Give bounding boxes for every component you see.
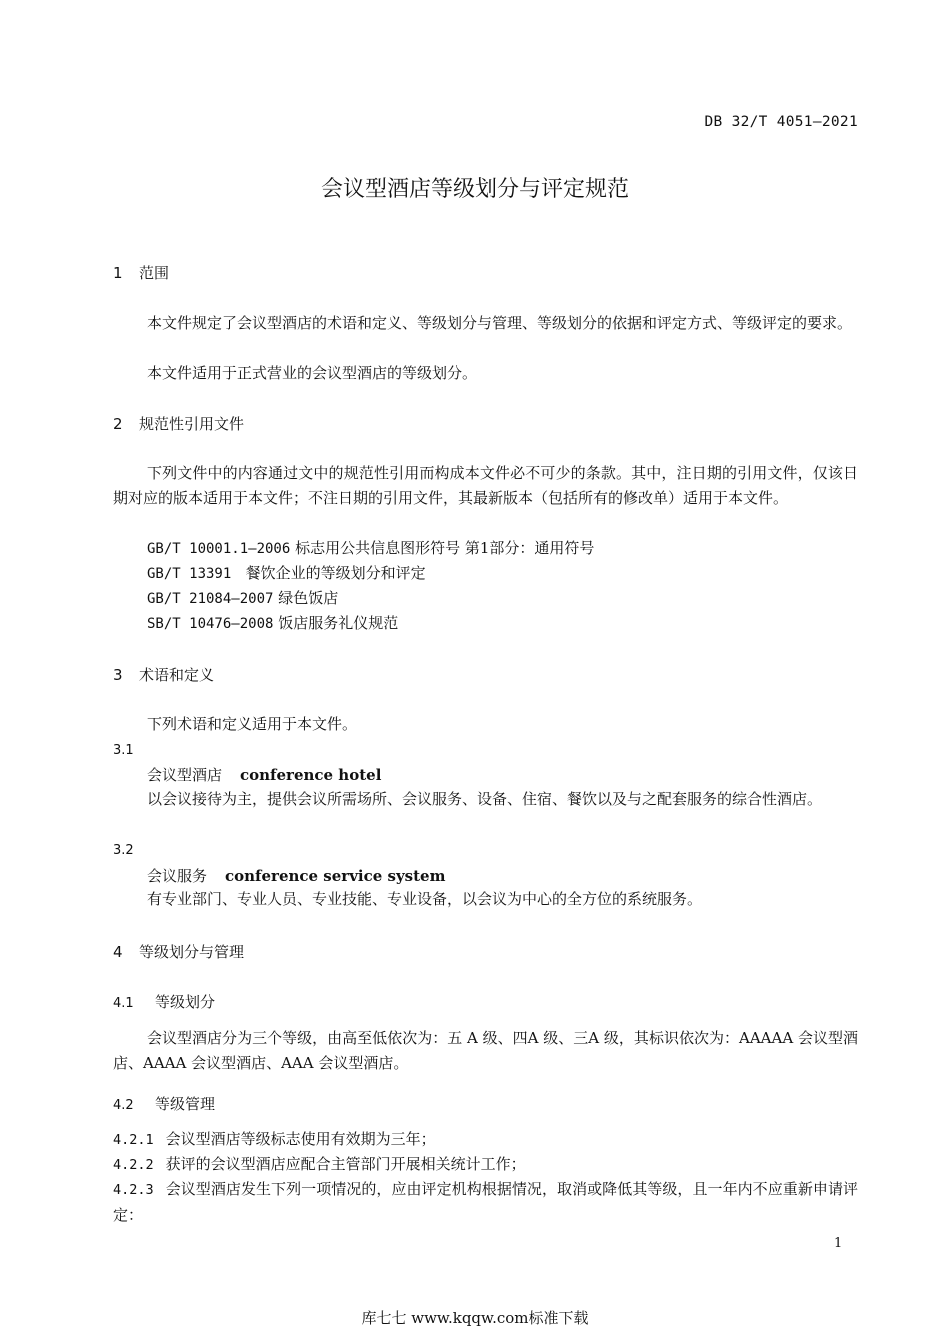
section-title: 术语和定义 <box>139 666 215 684</box>
term-definition: 有专业部门、专业人员、专业技能、专业设备，以会议为中心的全方位的系统服务。 <box>147 890 703 908</box>
reference-item <box>147 561 426 587</box>
clause-text: 获评的会议型酒店应配合主管部门开展相关统计工作； <box>165 1155 526 1173</box>
term-en: conference service system <box>225 867 446 885</box>
subsection-number: 4.1 <box>113 996 134 1011</box>
section-number: 1 <box>113 264 123 282</box>
reference-item <box>147 536 594 562</box>
clause-text: 会议型酒店发生下列一项情况的，应由评定机构根据情况，取消或降低其等级，且一年内不应重新申请评定： <box>113 1180 858 1224</box>
section-1-heading <box>113 262 169 283</box>
section-2-heading <box>113 413 244 434</box>
term-zh: 会议型酒店 <box>147 766 223 784</box>
section-title: 等级划分与管理 <box>139 943 245 961</box>
subsection-title: 等级划分 <box>155 993 216 1011</box>
terms-intro: 下列术语和定义适用于本文件。 <box>147 715 358 733</box>
section-title: 范围 <box>139 264 170 282</box>
clause-item <box>113 1152 858 1178</box>
page-number: 1 <box>834 1236 843 1251</box>
scope-paragraph: 本文件规定了会议型酒店的术语和定义、等级划分与管理、等级划分的依据和评定方式、等级评定的要求。 <box>147 314 853 332</box>
subsection-number: 4.2 <box>113 1098 134 1113</box>
section-number: 2 <box>113 415 123 433</box>
term-number: 3.1 <box>113 743 134 758</box>
clause-text: 会议型酒店等级标志使用有效期为三年； <box>165 1130 436 1148</box>
clause-item <box>113 1177 858 1228</box>
reference-item <box>147 586 338 612</box>
subsection-4-1-heading <box>113 991 215 1012</box>
section-title: 规范性引用文件 <box>139 415 245 433</box>
reference-title: 标志用公共信息图形符号 第1部分：通用符号 <box>295 539 595 557</box>
subsection-4-2-heading <box>113 1093 215 1114</box>
term-number: 3.2 <box>113 843 134 858</box>
document-title: 会议型酒店等级划分与评定规范 <box>320 177 629 202</box>
term-en: conference hotel <box>240 766 382 784</box>
standard-code: DB 32/T 4051—2021 <box>704 114 858 130</box>
clause-number: 4.2.1 <box>113 1132 154 1148</box>
reference-title: 餐饮企业的等级划分和评定 <box>245 564 426 582</box>
scope-applicability: 本文件适用于正式营业的会议型酒店的等级划分。 <box>147 364 478 382</box>
reference-title: 饭店服务礼仪规范 <box>278 614 399 632</box>
reference-code: GB/T 10001.1—2006 <box>147 541 291 557</box>
subsection-title: 等级管理 <box>155 1095 216 1113</box>
reference-code: GB/T 21084—2007 <box>147 591 274 607</box>
clause-number: 4.2.2 <box>113 1157 154 1173</box>
grading-paragraph: 会议型酒店分为三个等级，由高至低依次为：五 A 级、四A 级、三A 级，其标识依次为：AAAAA 会议型酒店、AAAA 会议型酒店、AAA 会议型酒店。 <box>113 1029 858 1072</box>
term-heading <box>147 764 381 785</box>
section-number: 4 <box>113 943 123 961</box>
term-zh: 会议服务 <box>147 867 208 885</box>
reference-title: 绿色饭店 <box>278 589 339 607</box>
references-intro: 下列文件中的内容通过文中的规范性引用而构成本文件必不可少的条款。其中，注日期的引用文件，仅该日期对应的版本适用于本文件；不注日期的引用文件，其最新版本（包括所有的修改单）适用于本文件。 <box>113 464 858 507</box>
reference-code: SB/T 10476—2008 <box>147 616 274 632</box>
term-heading <box>147 865 445 886</box>
reference-code: GB/T 13391 <box>147 566 232 582</box>
clause-item <box>113 1127 858 1153</box>
section-4-heading <box>113 941 244 962</box>
section-number: 3 <box>113 666 123 684</box>
clause-number: 4.2.3 <box>113 1182 154 1198</box>
reference-item <box>147 611 398 637</box>
section-3-heading <box>113 664 214 685</box>
footer-watermark: 库七七 www.kqqw.com标准下载 <box>361 1309 589 1327</box>
term-definition: 以会议接待为主，提供会议所需场所、会议服务、设备、住宿、餐饮以及与之配套服务的综合性酒店。 <box>147 790 823 808</box>
